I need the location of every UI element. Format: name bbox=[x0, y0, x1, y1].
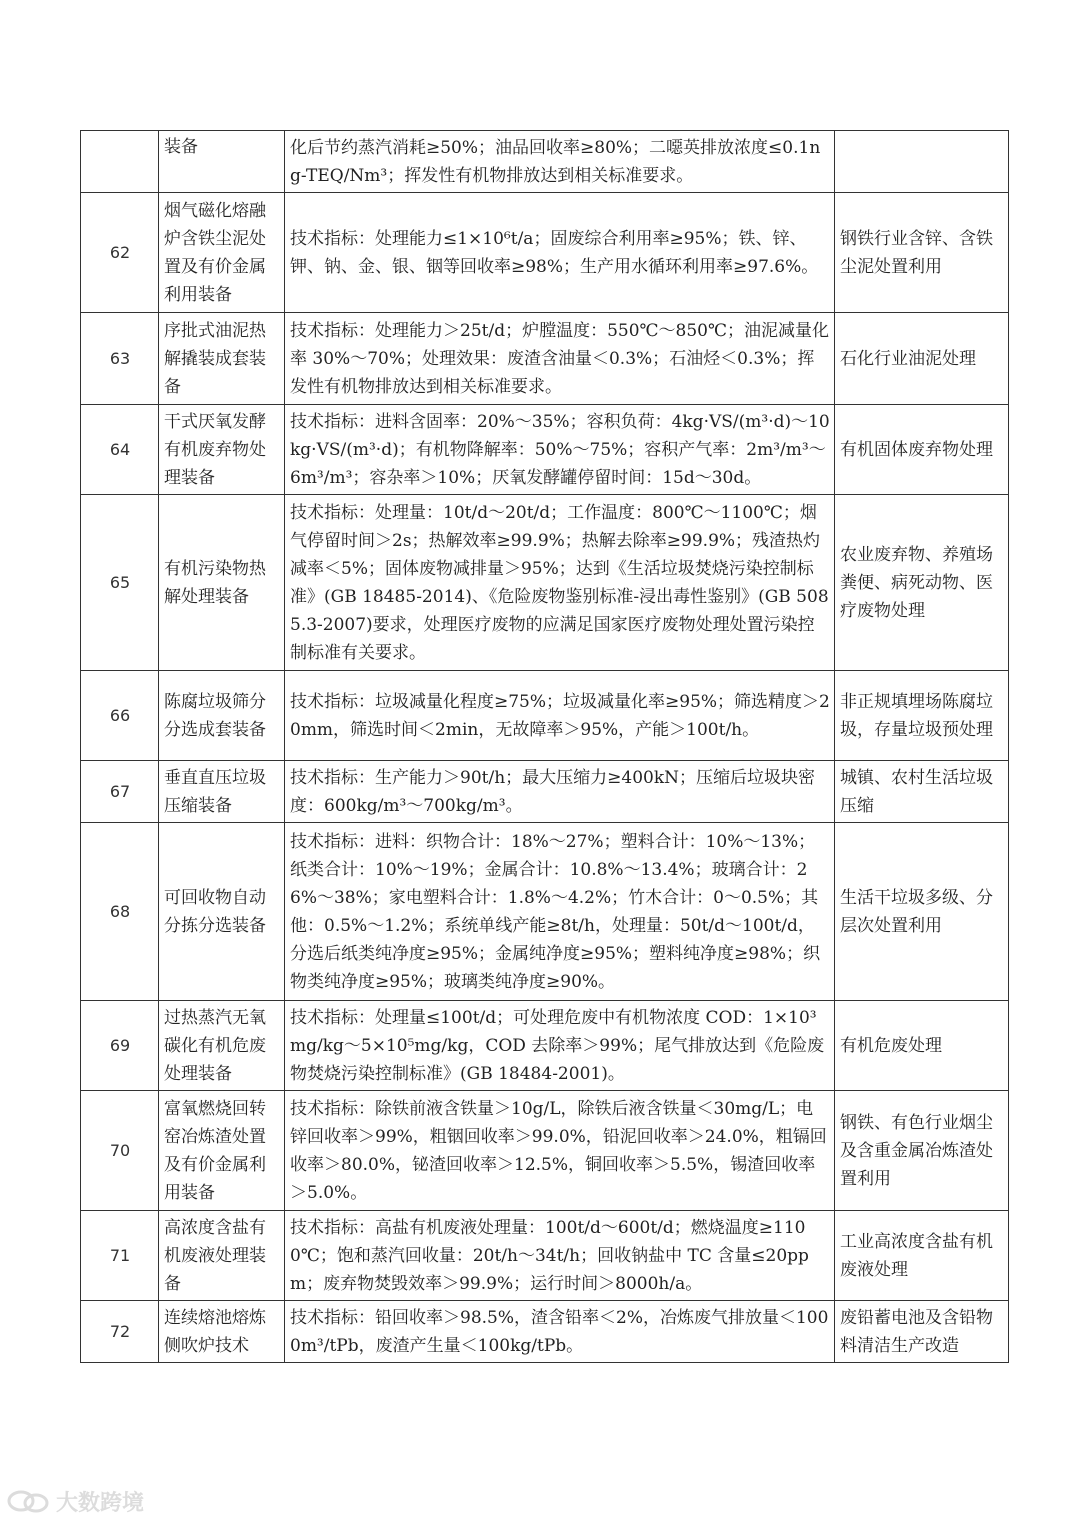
equipment-name: 过热蒸汽无氧碳化有机危废处理装备 bbox=[159, 1001, 285, 1091]
table-row bbox=[81, 495, 1009, 671]
application-scope: 石化行业油泥处理 bbox=[835, 313, 1009, 405]
application-scope: 钢铁行业含锌、含铁尘泥处置利用 bbox=[835, 193, 1009, 313]
table-row bbox=[81, 1091, 1009, 1211]
row-number: 68 bbox=[81, 823, 159, 1001]
equipment-name: 可回收物自动分拣分选装备 bbox=[159, 823, 285, 1001]
application-scope: 工业高浓度含盐有机废液处理 bbox=[835, 1211, 1009, 1301]
table-row bbox=[81, 405, 1009, 495]
equipment-name: 烟气磁化熔融炉含铁尘泥处置及有价金属利用装备 bbox=[159, 193, 285, 313]
technical-spec: 技术指标：处理量：10t/d～20t/d；工作温度：800℃～1100℃；烟气停留时间＞2s；热解效率≥99.9%；热解去除率≥99.9%；残渣热灼减率＜5%；固体废物减排量＞95%；达到《生活垃圾焚烧污染控制标准》(GB 18485-2014)、《危险废物鉴别标准-浸出毒性鉴别》(GB 5085.3-2007)要求，处理医疗废物的应满足国家医疗废物处理处置污染控制标准有关要求。 bbox=[285, 495, 835, 671]
equipment-name: 垂直直压垃圾压缩装备 bbox=[159, 761, 285, 823]
table-row bbox=[81, 823, 1009, 1001]
table-row bbox=[81, 761, 1009, 823]
row-number bbox=[81, 131, 159, 193]
row-number: 70 bbox=[81, 1091, 159, 1211]
table-row bbox=[81, 131, 1009, 193]
table-row bbox=[81, 671, 1009, 761]
technical-spec: 技术指标：除铁前液含铁量＞10g/L，除铁后液含铁量＜30mg/L；电锌回收率＞99%，粗铟回收率＞99.0%，铅泥回收率＞24.0%，粗镉回收率＞80.0%，铋渣回收率＞12.5%，铜回收率＞5.5%，锡渣回收率＞5.0%。 bbox=[285, 1091, 835, 1211]
row-number: 72 bbox=[81, 1301, 159, 1363]
application-scope: 废铅蓄电池及含铅物料清洁生产改造 bbox=[835, 1301, 1009, 1363]
technical-spec: 技术指标：处理能力≤1×10⁶t/a；固废综合利用率≥95%；铁、锌、钾、钠、金、银、铟等回收率≥98%；生产用水循环利用率≥97.6%。 bbox=[285, 193, 835, 313]
row-number: 66 bbox=[81, 671, 159, 761]
application-scope: 钢铁、有色行业烟尘及含重金属冶炼渣处置利用 bbox=[835, 1091, 1009, 1211]
table-row bbox=[81, 193, 1009, 313]
table-row bbox=[81, 1301, 1009, 1363]
equipment-name: 陈腐垃圾筛分分选成套装备 bbox=[159, 671, 285, 761]
technical-spec: 技术指标：处理能力＞25t/d；炉膛温度：550℃～850℃；油泥减量化率 30%～70%；处理效果：废渣含油量＜0.3%；石油烃＜0.3%；挥发性有机物排放达到相关标准要求。 bbox=[285, 313, 835, 405]
technical-spec: 技术指标：铅回收率＞98.5%，渣含铅率＜2%，冶炼废气排放量＜1000m³/tPb，废渣产生量＜100kg/tPb。 bbox=[285, 1301, 835, 1363]
equipment-name: 富氧燃烧回转窑冶炼渣处置及有价金属利用装备 bbox=[159, 1091, 285, 1211]
table-row bbox=[81, 1001, 1009, 1091]
row-number: 64 bbox=[81, 405, 159, 495]
row-number: 71 bbox=[81, 1211, 159, 1301]
technical-spec: 化后节约蒸汽消耗≥50%；油品回收率≥80%；二噁英排放浓度≤0.1ng-TEQ/Nm³；挥发性有机物排放达到相关标准要求。 bbox=[285, 131, 835, 193]
application-scope: 农业废弃物、养殖场粪便、病死动物、医疗废物处理 bbox=[835, 495, 1009, 671]
technical-spec: 技术指标：处理量≤100t/d；可处理危废中有机物浓度 COD：1×10³mg/kg～5×10⁵mg/kg，COD 去除率＞99%；尾气排放达到《危险废物焚烧污染控制标准》(GB 18484-2001)。 bbox=[285, 1001, 835, 1091]
technical-spec: 技术指标：进料：织物合计：18%～27%；塑料合计：10%～13%；纸类合计：10%～19%；金属合计：10.8%～13.4%；玻璃合计：26%～38%；家电塑料合计：1.8%～4.2%；竹木合计：0～0.5%；其他：0.5%～1.2%；系统单线产能≥8t/h，处理量：50t/d～100t/d，分选后纸类纯净度≥95%；金属纯净度≥95%；塑料纯净度≥98%；织物类纯净度≥95%；玻璃类纯净度≥90%。 bbox=[285, 823, 835, 1001]
technical-spec: 技术指标：生产能力＞90t/h；最大压缩力≥400kN；压缩后垃圾块密度：600kg/m³～700kg/m³。 bbox=[285, 761, 835, 823]
row-number: 67 bbox=[81, 761, 159, 823]
technical-spec: 技术指标：进料含固率：20%～35%；容积负荷：4kg·VS/(m³·d)～10kg·VS/(m³·d)；有机物降解率：50%～75%；容积产气率：2m³/m³～6m³/m³；容杂率＞10%；厌氧发酵罐停留时间：15d～30d。 bbox=[285, 405, 835, 495]
row-number: 65 bbox=[81, 495, 159, 671]
equipment-name: 序批式油泥热解撬装成套装备 bbox=[159, 313, 285, 405]
row-number: 62 bbox=[81, 193, 159, 313]
row-number: 69 bbox=[81, 1001, 159, 1091]
watermark-text: 大数跨境 bbox=[56, 1491, 145, 1516]
technical-spec: 技术指标：垃圾减量化程度≥75%；垃圾减量化率≥95%；筛选精度＞20mm，筛选时间＜2min，无故障率＞95%，产能＞100t/h。 bbox=[285, 671, 835, 761]
application-scope: 非正规填埋场陈腐垃圾，存量垃圾预处理 bbox=[835, 671, 1009, 761]
equipment-name: 干式厌氧发酵有机废弃物处理装备 bbox=[159, 405, 285, 495]
table-row bbox=[81, 313, 1009, 405]
equipment-name: 高浓度含盐有机废液处理装备 bbox=[159, 1211, 285, 1301]
equipment-spec-table bbox=[80, 130, 1009, 1363]
chat-bubble-icon bbox=[6, 1489, 50, 1515]
application-scope: 有机危废处理 bbox=[835, 1001, 1009, 1091]
equipment-name: 有机污染物热解处理装备 bbox=[159, 495, 285, 671]
application-scope: 城镇、农村生活垃圾压缩 bbox=[835, 761, 1009, 823]
table-row bbox=[81, 1211, 1009, 1301]
row-number: 63 bbox=[81, 313, 159, 405]
watermark bbox=[6, 1486, 144, 1517]
equipment-name: 连续熔池熔炼侧吹炉技术 bbox=[159, 1301, 285, 1363]
application-scope: 生活干垃圾多级、分层次处置利用 bbox=[835, 823, 1009, 1001]
equipment-name: 装备 bbox=[159, 131, 285, 193]
technical-spec: 技术指标：高盐有机废液处理量：100t/d～600t/d；燃烧温度≥1100℃；饱和蒸汽回收量：20t/h～34t/h；回收钠盐中 TC 含量≤20ppm；废弃物焚毁效率＞99.9%；运行时间＞8000h/a。 bbox=[285, 1211, 835, 1301]
application-scope bbox=[835, 131, 1009, 193]
application-scope: 有机固体废弃物处理 bbox=[835, 405, 1009, 495]
